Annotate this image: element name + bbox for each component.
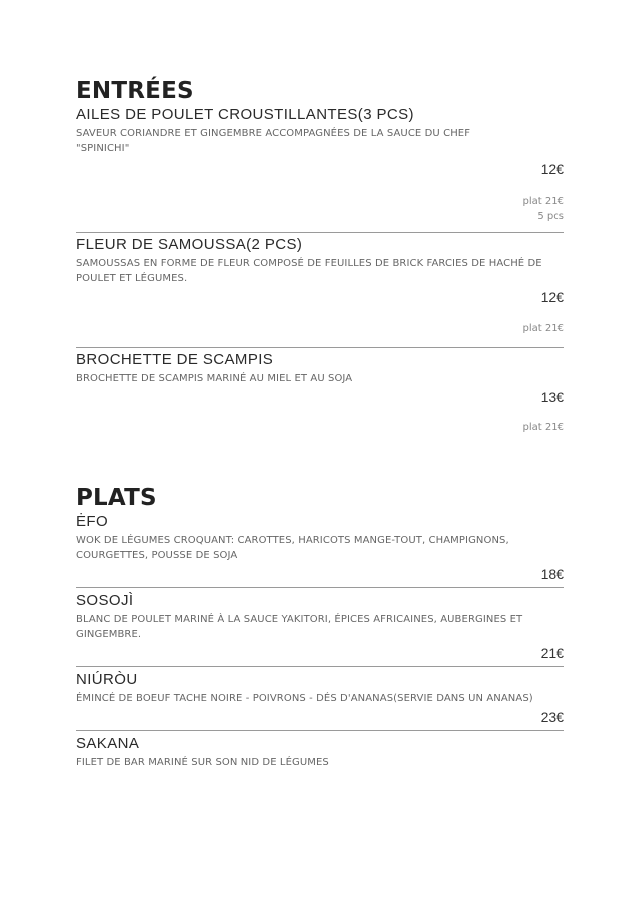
item-description: BLANC DE POULET MARINÉ À LA SAUCE YAKITORI, ÉPICES AFRICAINES, AUBERGINES ET GINGEMBRE. — [76, 614, 523, 640]
item-price: 21€ — [540, 645, 564, 661]
section-title-plats: PLATS — [76, 485, 157, 511]
menu-page — [76, 76, 564, 770]
item-price: 18€ — [540, 566, 564, 582]
section-title-entrees: ENTRÉES — [76, 78, 194, 104]
divider — [76, 232, 564, 233]
item-name: SOSOJÌ — [76, 592, 134, 609]
menu-item — [76, 236, 564, 336]
item-price: 12€ — [540, 161, 564, 177]
item-name: SAKANA — [76, 735, 140, 752]
menu-item — [76, 351, 564, 435]
menu-item — [76, 671, 564, 726]
item-plat-price: plat 21€ — [522, 323, 564, 334]
item-price: 12€ — [540, 289, 564, 305]
item-price: 13€ — [540, 389, 564, 405]
item-description: FILET DE BAR MARINÉ SUR SON NID DE LÉGUMES — [76, 757, 329, 768]
item-name: ĖFO — [76, 513, 109, 530]
divider — [76, 587, 564, 588]
item-name: NIÚRÒU — [76, 671, 138, 688]
divider — [76, 347, 564, 348]
item-name: FLEUR DE SAMOUSSA(2 PCS) — [76, 236, 303, 253]
item-description: BROCHETTE DE SCAMPIS MARINÉ AU MIEL ET AU SOJA — [76, 373, 353, 384]
item-plat-price: plat 21€ — [522, 196, 564, 207]
divider — [76, 730, 564, 731]
item-plat-price: plat 21€ — [522, 422, 564, 433]
item-name: AILES DE POULET CROUSTILLANTES(3 PCS) — [76, 106, 414, 123]
item-description: SAVEUR CORIANDRE ET GINGEMBRE ACCOMPAGNÉES DE LA SAUCE DU CHEF "SPINICHI" — [76, 128, 471, 154]
menu-item — [76, 592, 564, 662]
item-description: SAMOUSSAS EN FORME DE FLEUR COMPOSÉ DE FEUILLES DE BRICK FARCIES DE HACHÉ DE POULET ET LÉGUMES. — [76, 258, 542, 284]
menu-item — [76, 106, 564, 224]
item-description: ÉMINCÉ DE BOEUF TACHE NOIRE - POIVRONS - DÉS D'ANANAS(SERVIE DANS UN ANANAS) — [76, 693, 533, 704]
menu-item — [76, 735, 564, 770]
menu-item — [76, 513, 564, 583]
item-piece-count: 5 pcs — [537, 211, 564, 222]
item-description: WOK DE LÉGUMES CROQUANT: CAROTTES, HARICOTS MANGE-TOUT, CHAMPIGNONS, COURGETTES, POUSSE DE SOJA — [76, 535, 509, 561]
item-name: BROCHETTE DE SCAMPIS — [76, 351, 274, 368]
divider — [76, 666, 564, 667]
item-price: 23€ — [540, 709, 564, 725]
